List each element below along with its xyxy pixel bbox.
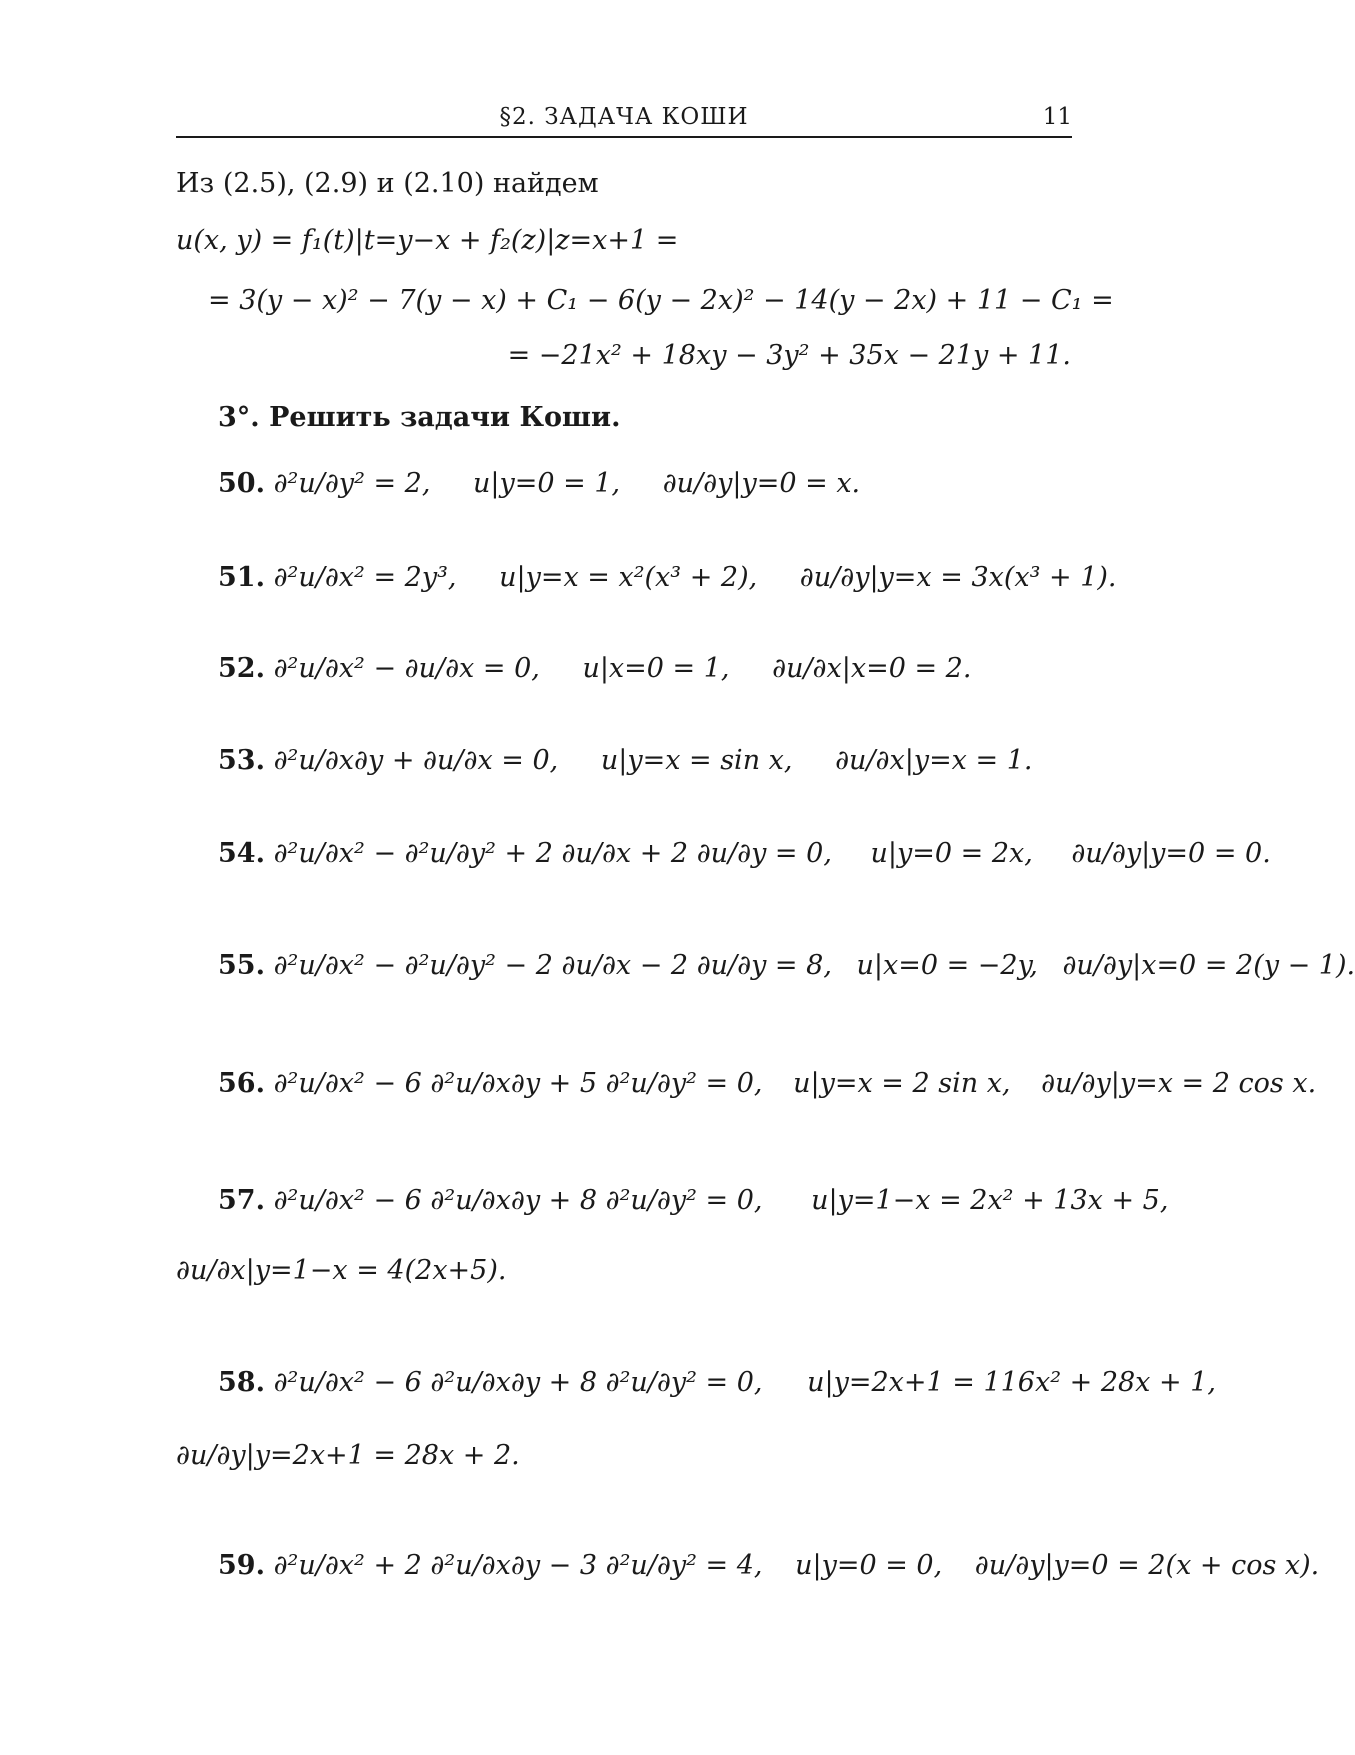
problem-equation: ∂²u/∂x² − 6 ∂²u/∂x∂y + 8 ∂²u/∂y² = 0, — [273, 1367, 763, 1398]
initial-condition-u: u|y=x = sin x, — [600, 745, 793, 776]
problem-number: 56. — [218, 1068, 265, 1099]
problem-57-derivative-condition: ∂u/∂x|y=1−x = 4(2x+5). — [176, 1255, 507, 1286]
problem-51 — [218, 562, 1117, 593]
initial-condition-derivative: ∂u/∂x|y=x = 1. — [835, 745, 1033, 776]
derivation-line-1: u(x, y) = f₁(t)|t=y−x + f₂(z)|z=x+1 = — [176, 225, 679, 256]
problem-number: 53. — [218, 745, 265, 776]
problem-53 — [218, 745, 1032, 776]
problem-52 — [218, 653, 971, 684]
problem-number: 55. — [218, 950, 265, 981]
problem-equation: ∂²u/∂x² − ∂²u/∂y² + 2 ∂u/∂x + 2 ∂u/∂y = 0, — [273, 838, 832, 869]
problem-58 — [218, 1367, 1216, 1398]
problem-number: 58. — [218, 1367, 265, 1398]
problem-55 — [218, 950, 1355, 981]
initial-condition-derivative: ∂u/∂y|x=0 = 2(y − 1). — [1062, 950, 1355, 981]
problem-number: 51. — [218, 562, 265, 593]
problem-50 — [218, 468, 860, 499]
problem-equation: ∂²u/∂x² = 2y³, — [273, 562, 457, 593]
initial-condition-derivative: ∂u/∂y|y=0 = x. — [662, 468, 861, 499]
section-heading: 3°. Решить задачи Коши. — [218, 402, 621, 433]
initial-condition-u: u|x=0 = 1, — [582, 653, 730, 684]
problem-equation: ∂²u/∂y² = 2, — [273, 468, 431, 499]
problem-number: 52. — [218, 653, 265, 684]
intro-text: Из (2.5), (2.9) и (2.10) найдем — [176, 168, 599, 199]
problem-number: 59. — [218, 1550, 265, 1581]
initial-condition-derivative: ∂u/∂y|y=0 = 2(x + cos x). — [974, 1550, 1320, 1581]
initial-condition-derivative: ∂u/∂y|y=x = 3x(x³ + 1). — [799, 562, 1117, 593]
problem-54 — [218, 838, 1271, 869]
problem-equation: ∂²u/∂x² + 2 ∂²u/∂x∂y − 3 ∂²u/∂y² = 4, — [273, 1550, 763, 1581]
derivation-line-2: = 3(y − x)² − 7(y − x) + C₁ − 6(y − 2x)² − 14(y − 2x) + 11 − C₁ = — [208, 285, 1114, 316]
initial-condition-derivative: ∂u/∂x|x=0 = 2. — [772, 653, 972, 684]
problem-number: 57. — [218, 1185, 265, 1216]
initial-condition-u: u|y=0 = 1, — [473, 468, 621, 499]
initial-condition-u: u|y=0 = 2x, — [870, 838, 1033, 869]
problem-equation: ∂²u/∂x² − ∂²u/∂y² − 2 ∂u/∂x − 2 ∂u/∂y = 8, — [273, 950, 832, 981]
initial-condition-u: u|y=1−x = 2x² + 13x + 5, — [811, 1185, 1169, 1216]
header-title: §2. ЗАДАЧА КОШИ — [499, 104, 749, 130]
problem-56 — [218, 1068, 1316, 1099]
initial-condition-u: u|x=0 = −2y, — [856, 950, 1038, 981]
running-header — [176, 100, 1072, 138]
problem-equation: ∂²u/∂x² − 6 ∂²u/∂x∂y + 8 ∂²u/∂y² = 0, — [273, 1185, 763, 1216]
initial-condition-u: u|y=2x+1 = 116x² + 28x + 1, — [807, 1367, 1216, 1398]
initial-condition-u: u|y=x = 2 sin x, — [793, 1068, 1011, 1099]
problem-equation: ∂²u/∂x² − ∂u/∂x = 0, — [273, 653, 540, 684]
derivation-line-3: = −21x² + 18xy − 3y² + 35x − 21y + 11. — [507, 340, 1071, 371]
initial-condition-u: u|y=x = x²(x³ + 2), — [499, 562, 758, 593]
problem-number: 54. — [218, 838, 265, 869]
initial-condition-u: u|y=0 = 0, — [795, 1550, 943, 1581]
problem-equation: ∂²u/∂x∂y + ∂u/∂x = 0, — [273, 745, 559, 776]
initial-condition-derivative: ∂u/∂y|y=x = 2 cos x. — [1041, 1068, 1317, 1099]
initial-condition-derivative: ∂u/∂y|y=0 = 0. — [1071, 838, 1271, 869]
problem-59 — [218, 1550, 1319, 1581]
page-number: 11 — [1042, 104, 1072, 130]
problem-equation: ∂²u/∂x² − 6 ∂²u/∂x∂y + 5 ∂²u/∂y² = 0, — [273, 1068, 763, 1099]
problem-57 — [218, 1185, 1168, 1216]
problem-58-derivative-condition: ∂u/∂y|y=2x+1 = 28x + 2. — [176, 1440, 520, 1471]
problem-number: 50. — [218, 468, 265, 499]
